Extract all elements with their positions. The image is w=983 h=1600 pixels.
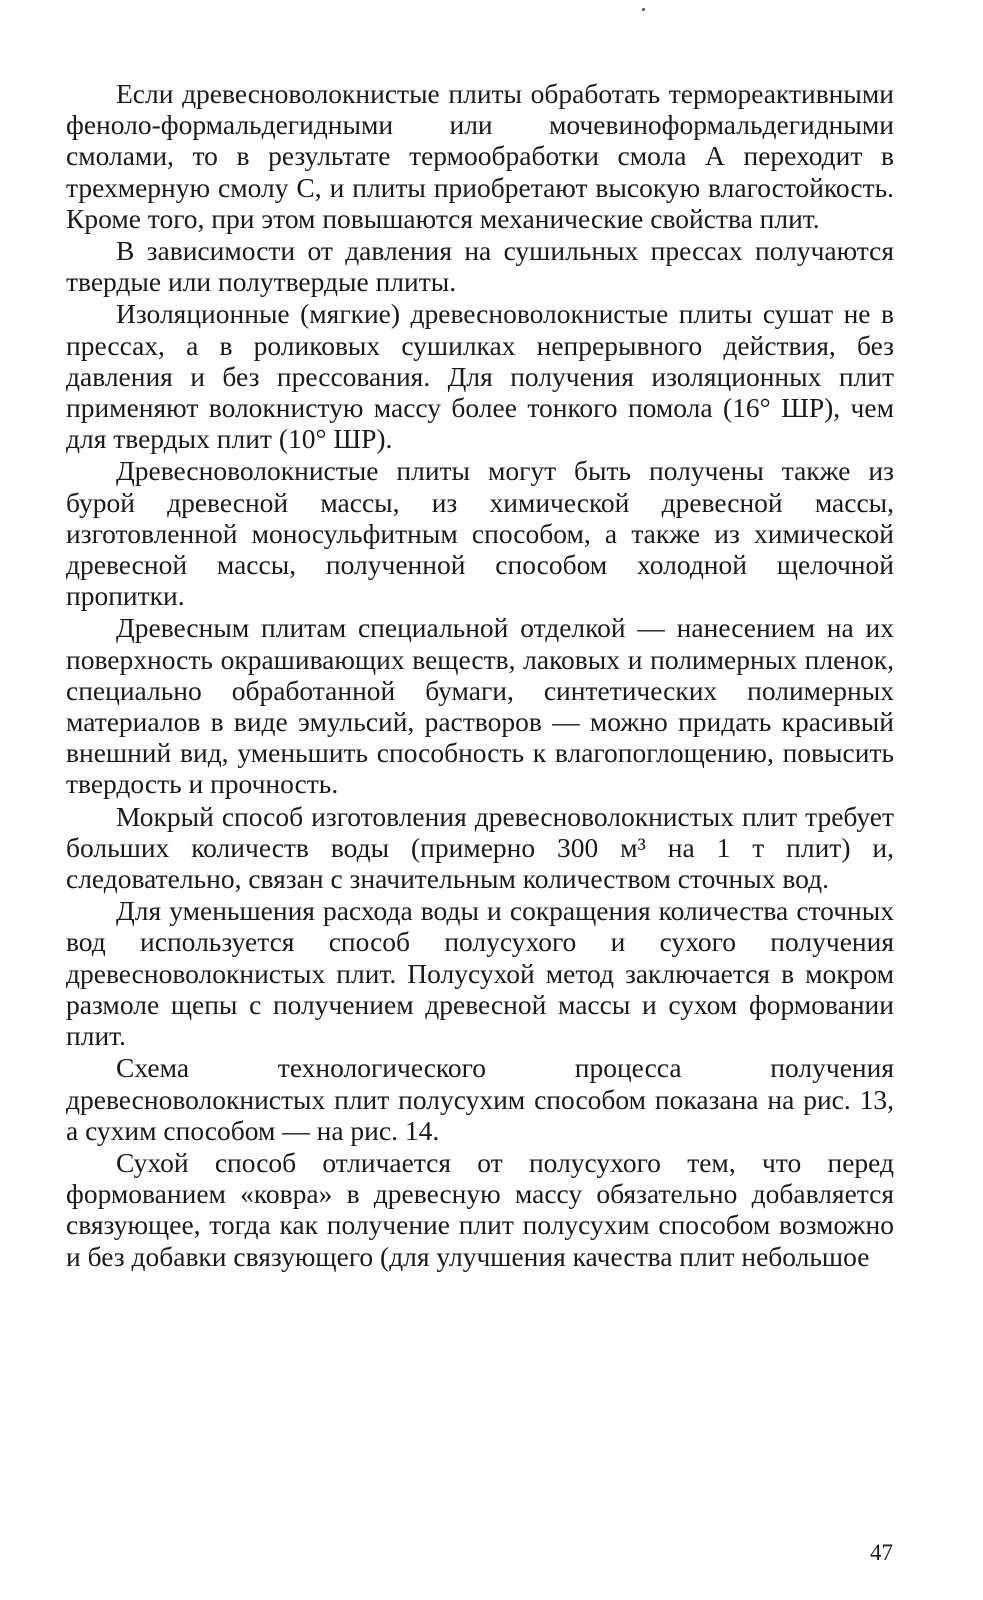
paragraph-7: Для уменьшения расхода воды и сокращения количества сточных вод используется способ полусухого и сухого получения древесноволокнистых плит. Полусухой метод заключается в мокром размоле щепы с получением древесной массы и сухом формовании плит.: [66, 895, 894, 1052]
page-number: 47: [870, 1540, 893, 1565]
paragraph-9: Сухой способ отличается от полусухого тем, что перед формованием «ковра» в древесную массу обязательно добавляется связующее, тогда как получение плит полусухим способом возможно и без добавки связующего (для улучшения качества плит небольшое: [66, 1146, 894, 1272]
paragraph-8: Схема технологического процесса получения древесноволокнистых плит полусухим способом показана на рис. 13, а сухим способом — на рис. 14.: [66, 1052, 894, 1146]
paragraph-3: Изоляционные (мягкие) древесноволокнистые плиты сушат не в прессах, а в роликовых сушилках непрерывного действия, без давления и без прессования. Для получения изоляционных плит применяют волокнистую массу более тонкого помола (16° ШР), чем для твердых плит (10° ШР).: [66, 298, 894, 455]
paragraph-1: Если древесноволокнистые плиты обработать термореактивными феноло-формальдегидными или мочевиноформальдегидными смолами, то в результате термообработки смола А переходит в трехмерную смолу С, и плиты приобретают высокую влагостойкость. Кроме того, при этом повышаются механические свойства плит.: [66, 78, 894, 234]
paragraph-4: Древесноволокнистые плиты могут быть получены также из бурой древесной массы, из химической древесной массы, изготовленной моносульфитным способом, а также из химической древесной массы, полученной способом холодной щелочной пропитки.: [66, 455, 894, 612]
paragraph-6: Мокрый способ изготовления древесноволокнистых плит требует больших количеств воды (примерно 300 м³ на 1 т плит) и, следовательно, связан с значительным количеством сточных вод.: [66, 800, 894, 895]
paragraph-2: В зависимости от давления на сушильных прессах получаются твердые или полутвердые плиты.: [66, 235, 894, 298]
page-body: [66, 78, 894, 1272]
print-speck: [642, 8, 645, 11]
paragraph-5: Древесным плитам специальной отделкой — нанесением на их поверхность окрашивающих веществ, лаковых и полимерных пленок, специально обработанной бумаги, синтетических полимерных материалов в виде эмульсий, растворов — можно придать красивый внешний вид, уменьшить способность к влагопоглощению, повысить твердость и прочность.: [66, 612, 894, 800]
